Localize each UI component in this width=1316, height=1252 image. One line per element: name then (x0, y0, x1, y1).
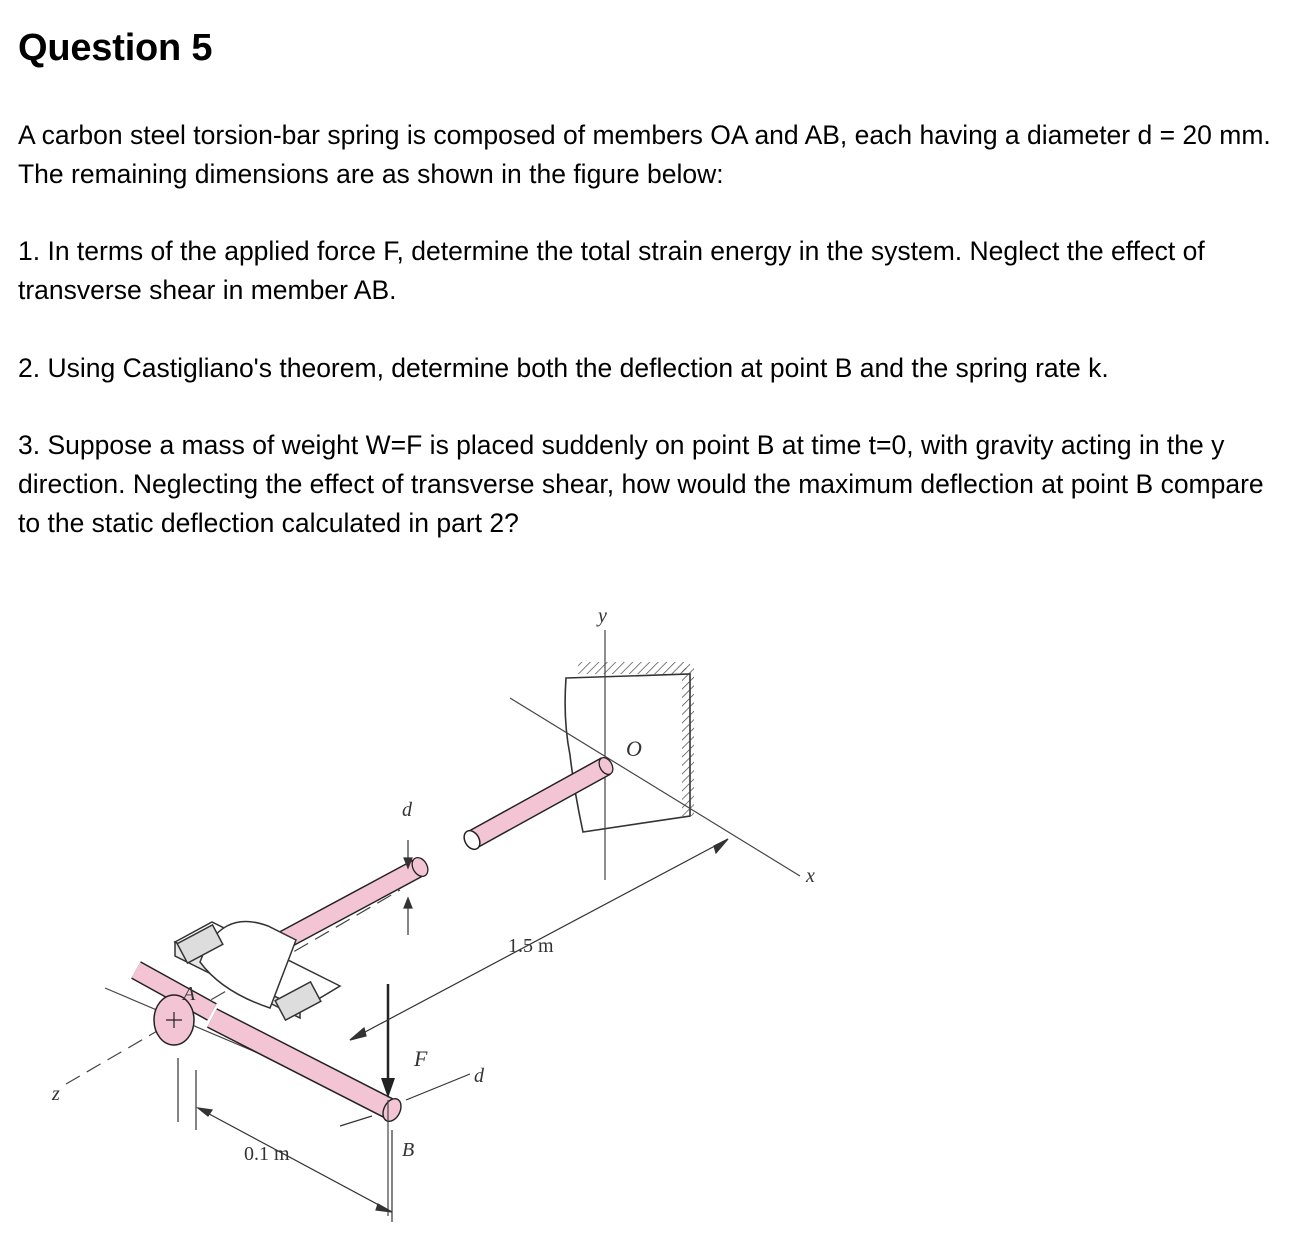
z-axis-label: z (52, 1083, 60, 1105)
length-oa-label: 1.5 m (508, 935, 554, 957)
wall-hatch-right (682, 668, 694, 816)
question-part-2: 2. Using Castigliano's theorem, determine both the deflection at point B and the spring rate k. (18, 353, 1109, 383)
diameter-label-top: d (402, 799, 412, 821)
torsion-bar-diagram (0, 590, 900, 1240)
force-label: F (414, 1046, 428, 1071)
origin-label: O (626, 736, 642, 761)
point-b-label: B (402, 1139, 415, 1161)
wall-hatch-top (578, 662, 690, 674)
question-part-1: 1. In terms of the applied force F, determine the total strain energy in the system. Neglect the effect of transverse shear in member AB. (18, 236, 1205, 305)
member-ab (212, 1018, 405, 1124)
length-ab-label: 0.1 m (244, 1143, 290, 1165)
question-intro: A carbon steel torsion-bar spring is composed of members OA and AB, each having a diameter d = 20 mm. The remaining dimensions are as shown in the figure below: (18, 120, 1271, 189)
x-axis-label: x (806, 865, 815, 887)
question-title: Question 5 (18, 27, 213, 69)
point-a-label: A (183, 983, 196, 1005)
diameter-label-bottom: d (474, 1065, 484, 1087)
question-part-3: 3. Suppose a mass of weight W=F is placed suddenly on point B at time t=0, with gravity acting in the y direction. Neglecting the effect of transverse shear, how would the maximum deflection at point B compare to the static deflection calculated in part 2? (18, 430, 1264, 538)
y-axis-label: y (598, 605, 607, 627)
torsion-bar-figure (0, 590, 900, 1240)
